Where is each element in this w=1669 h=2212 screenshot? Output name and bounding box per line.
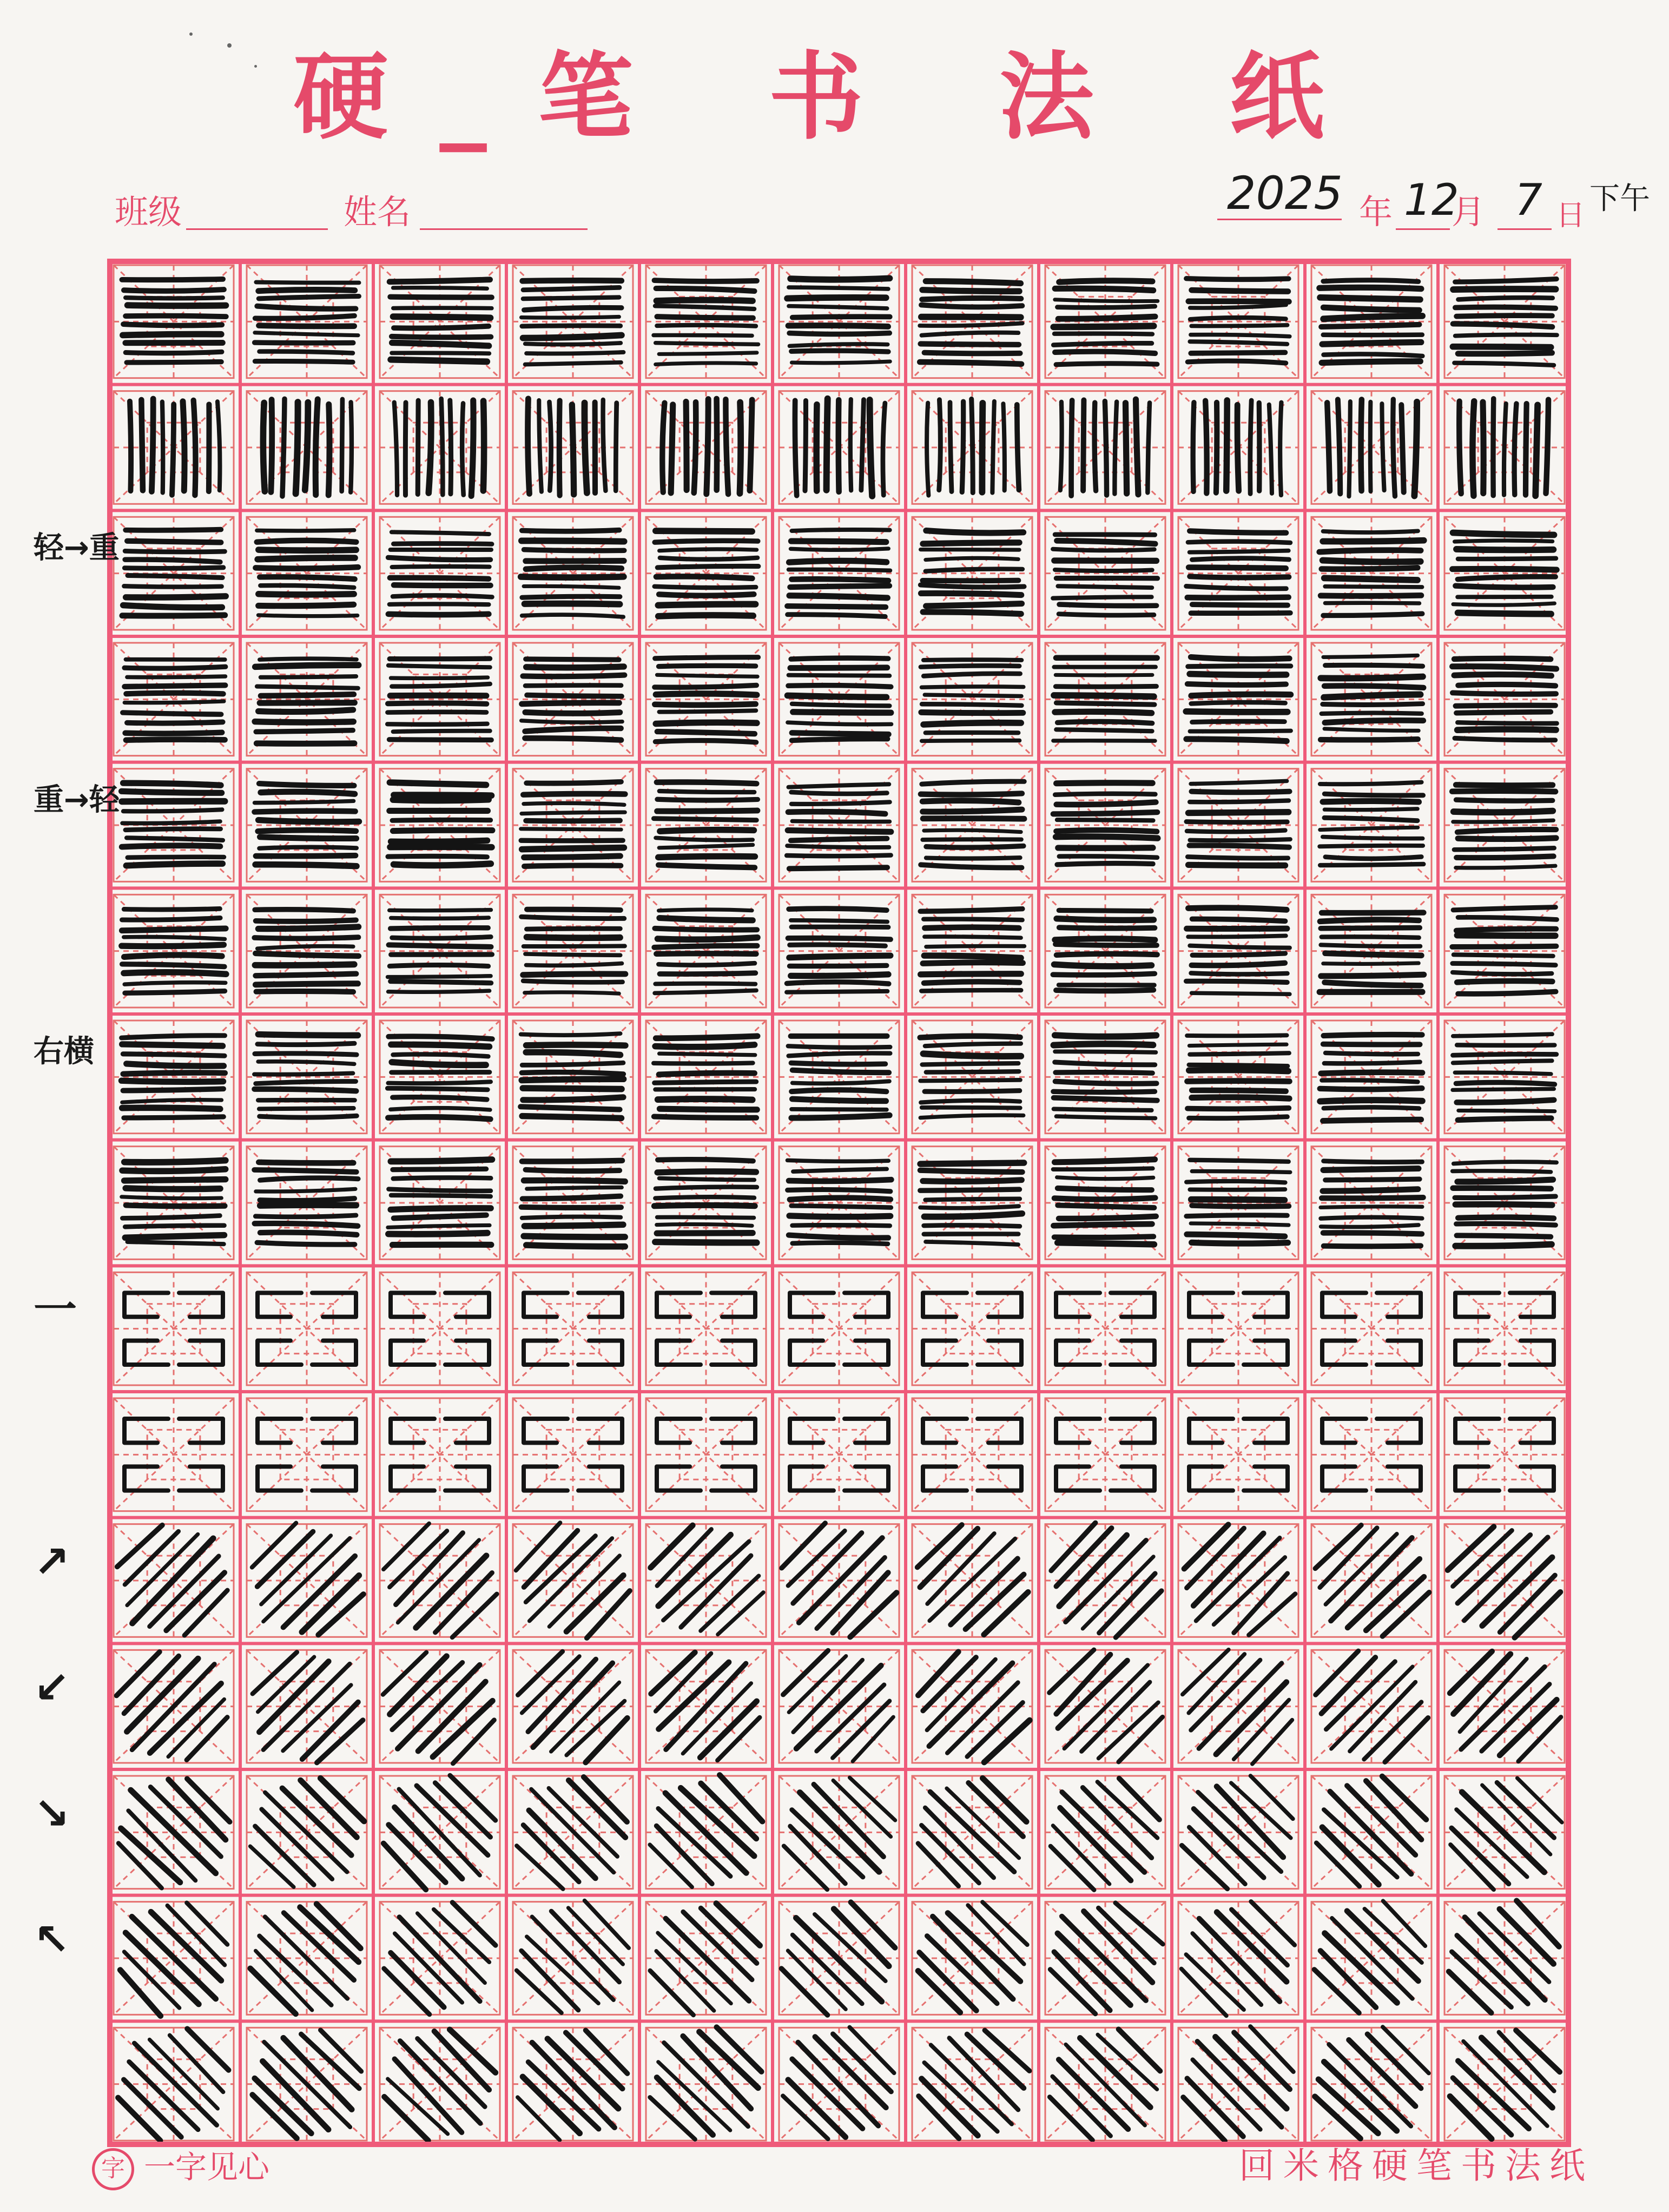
date-month-line: [1396, 228, 1450, 230]
class-label: 班级: [115, 192, 182, 232]
date-day: 7: [1515, 175, 1542, 225]
row-label: ↖: [34, 1914, 70, 1965]
row-label: 轻→重: [34, 530, 120, 566]
name-label: 姓名: [344, 192, 411, 232]
row-label: ↗: [34, 1536, 70, 1587]
row-label: 一: [34, 1285, 77, 1335]
row-label: 右横: [34, 1033, 94, 1069]
row-label: ↘: [34, 1788, 70, 1839]
name-field[interactable]: [420, 228, 588, 230]
grid-frame: [107, 259, 1571, 2147]
date-day-label: 日: [1556, 198, 1585, 232]
date-period: 下午: [1589, 181, 1650, 216]
date-day-line: [1498, 228, 1552, 230]
row-label: 重→轻: [34, 782, 120, 818]
brand: [92, 2143, 269, 2191]
paper-speck: [189, 32, 193, 36]
class-field[interactable]: [186, 228, 328, 230]
row-label: ↙: [34, 1662, 70, 1713]
date-year-line: [1217, 219, 1342, 220]
page-title: 硬_笔 书 法 纸: [293, 42, 1376, 153]
date-month-label: 月: [1452, 192, 1486, 232]
brand-logo: 字: [92, 2148, 134, 2190]
date-year-label: 年: [1359, 192, 1393, 232]
date-year: 2025: [1227, 167, 1343, 220]
brand-name: 一字见心: [144, 2149, 270, 2185]
date-month: 12: [1404, 175, 1459, 225]
paper-name: 回米格硬笔书法纸: [1239, 2145, 1594, 2187]
